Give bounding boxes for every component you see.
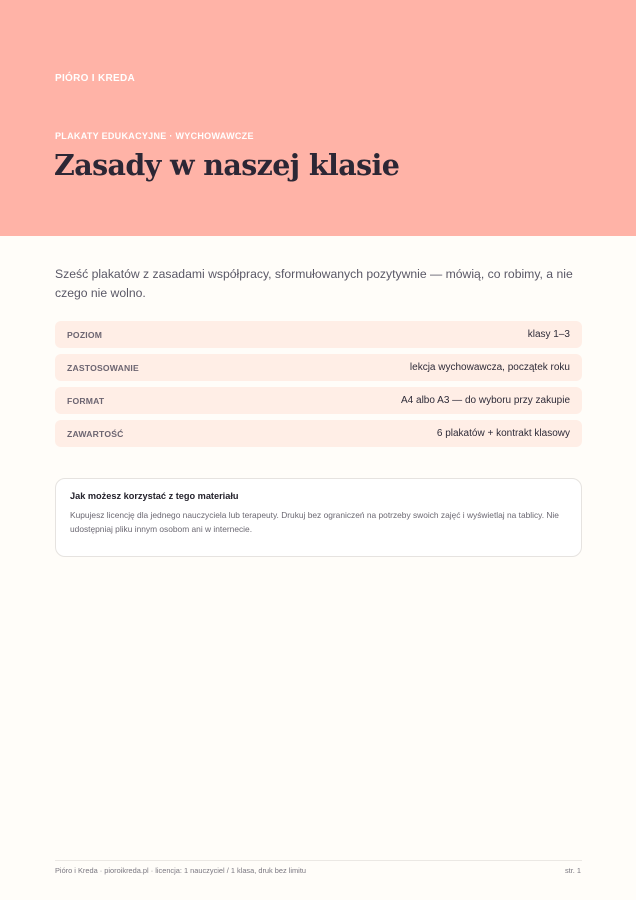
brand-name: PIÓRO I KREDA: [55, 73, 136, 84]
intro-text: Sześć plakatów z zasadami współpracy, sformułowanych pozytywnie — mówią, co robimy, a nie czego nie wolno.: [55, 267, 573, 300]
license-body: Kupujesz licencję dla jednego nauczyciela lub terapeuty. Drukuj bez ograniczeń na potrzeby swoich zajęć i wyświetlaj na tablicy. Nie udostępniaj pliku innym osobom ani w internecie.: [70, 510, 559, 534]
page-number: str. 1: [564, 866, 581, 875]
spec-label: FORMAT: [67, 395, 105, 406]
spec-row-zastosowanie: [55, 354, 582, 381]
header-banner: [0, 0, 636, 236]
spec-value: A4 albo A3 — do wyboru przy zakupie: [401, 395, 570, 406]
spec-label: ZASTOSOWANIE: [67, 362, 139, 373]
spec-list: [55, 321, 582, 453]
spec-row-poziom: [55, 321, 582, 348]
license-info-box: [55, 478, 582, 557]
spec-value: 6 plakatów + kontrakt klasowy: [436, 428, 570, 439]
spec-label: ZAWARTOŚĆ: [67, 428, 124, 439]
page-title: Zasady w naszej klasie: [54, 148, 400, 182]
spec-label: POZIOM: [67, 329, 103, 340]
footer-info: Pióro i Kreda · pioroikreda.pl · licencja: 1 nauczyciel / 1 klasa, druk bez limitu: [55, 866, 306, 875]
spec-row-format: [55, 387, 582, 414]
spec-row-zawartosc: [55, 420, 582, 447]
footer-divider: [55, 860, 582, 861]
category-kicker: PLAKATY EDUKACYJNE · WYCHOWAWCZE: [55, 131, 254, 141]
license-heading: Jak możesz korzystać z tego materiału: [70, 491, 239, 501]
spec-value: klasy 1–3: [527, 329, 570, 340]
spec-value: lekcja wychowawcza, początek roku: [409, 362, 570, 373]
